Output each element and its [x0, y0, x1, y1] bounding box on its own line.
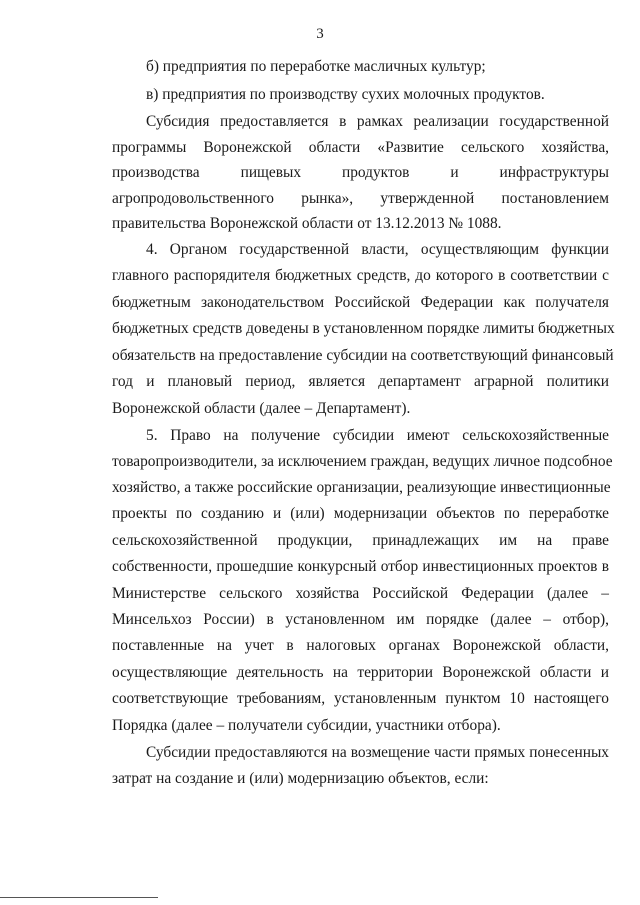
list-item-b: б) предприятия по переработке масличных культур;: [146, 58, 486, 75]
paragraph-line: обязательств на предоставление субсидии на соответствующий финансовый: [112, 347, 614, 364]
paragraph-line: поставленные на учет в налоговых органах Воронежской области,: [112, 637, 609, 654]
paragraph-line: затрат на создание и (или) модернизацию объектов, если:: [112, 770, 489, 787]
paragraph-line: Субсидия предоставляется в рамках реализации государственной: [146, 113, 609, 130]
paragraph-line: производства пищевых продуктов и инфраструктуры: [112, 164, 609, 181]
clause-4-heading-line: 4. Органом государственной власти, осуществляющим функции: [146, 241, 609, 258]
paragraph-line: Минсельхоз России) в установленном им порядке (далее – отбор),: [112, 611, 609, 628]
paragraph-line: бюджетных средств доведены в установленном порядке лимиты бюджетных: [112, 320, 615, 337]
paragraph-line: программы Воронежской области «Развитие сельского хозяйства,: [112, 139, 609, 156]
paragraph-line: Порядка (далее – получатели субсидии, участники отбора).: [112, 717, 501, 734]
paragraph-line: товаропроизводители, за исключением граждан, ведущих личное подсобное: [112, 453, 613, 470]
page-number: 3: [316, 26, 324, 42]
paragraph-line: Воронежской области (далее – Департамент).: [112, 400, 411, 417]
paragraph-line: соответствующие требованиям, установленным пунктом 10 настоящего: [112, 690, 609, 707]
paragraph-line: сельскохозяйственной продукции, принадлежащих им на праве: [112, 532, 609, 549]
paragraph-line: собственности, прошедшие конкурсный отбор инвестиционных проектов в: [112, 558, 609, 575]
paragraph-line: агропродовольственного рынка», утвержденной постановлением: [112, 190, 609, 207]
paragraph-line: год и плановый период, является департамент аграрной политики: [112, 373, 609, 390]
paragraph-line: проекты по созданию и (или) модернизации объектов по переработке: [112, 505, 609, 522]
paragraph-line: правительства Воронежской области от 13.12.2013 № 1088.: [112, 215, 502, 232]
footnote-separator: [0, 897, 158, 898]
paragraph-line: осуществляющие деятельность на территории Воронежской области и: [112, 664, 609, 681]
paragraph-line: хозяйство, а также российские организации, реализующие инвестиционные: [112, 479, 611, 496]
paragraph-line: Субсидии предоставляются на возмещение части прямых понесенных: [146, 744, 609, 761]
paragraph-line: главного распорядителя бюджетных средств, до которого в соответствии с: [112, 267, 609, 284]
paragraph-line: Министерстве сельского хозяйства Российской Федерации (далее –: [112, 585, 609, 602]
list-item-v: в) предприятия по производству сухих молочных продуктов.: [146, 86, 545, 103]
clause-5-heading-line: 5. Право на получение субсидии имеют сельскохозяйственные: [146, 427, 609, 444]
paragraph-line: бюджетным законодательством Российской Федерации как получателя: [112, 294, 609, 311]
